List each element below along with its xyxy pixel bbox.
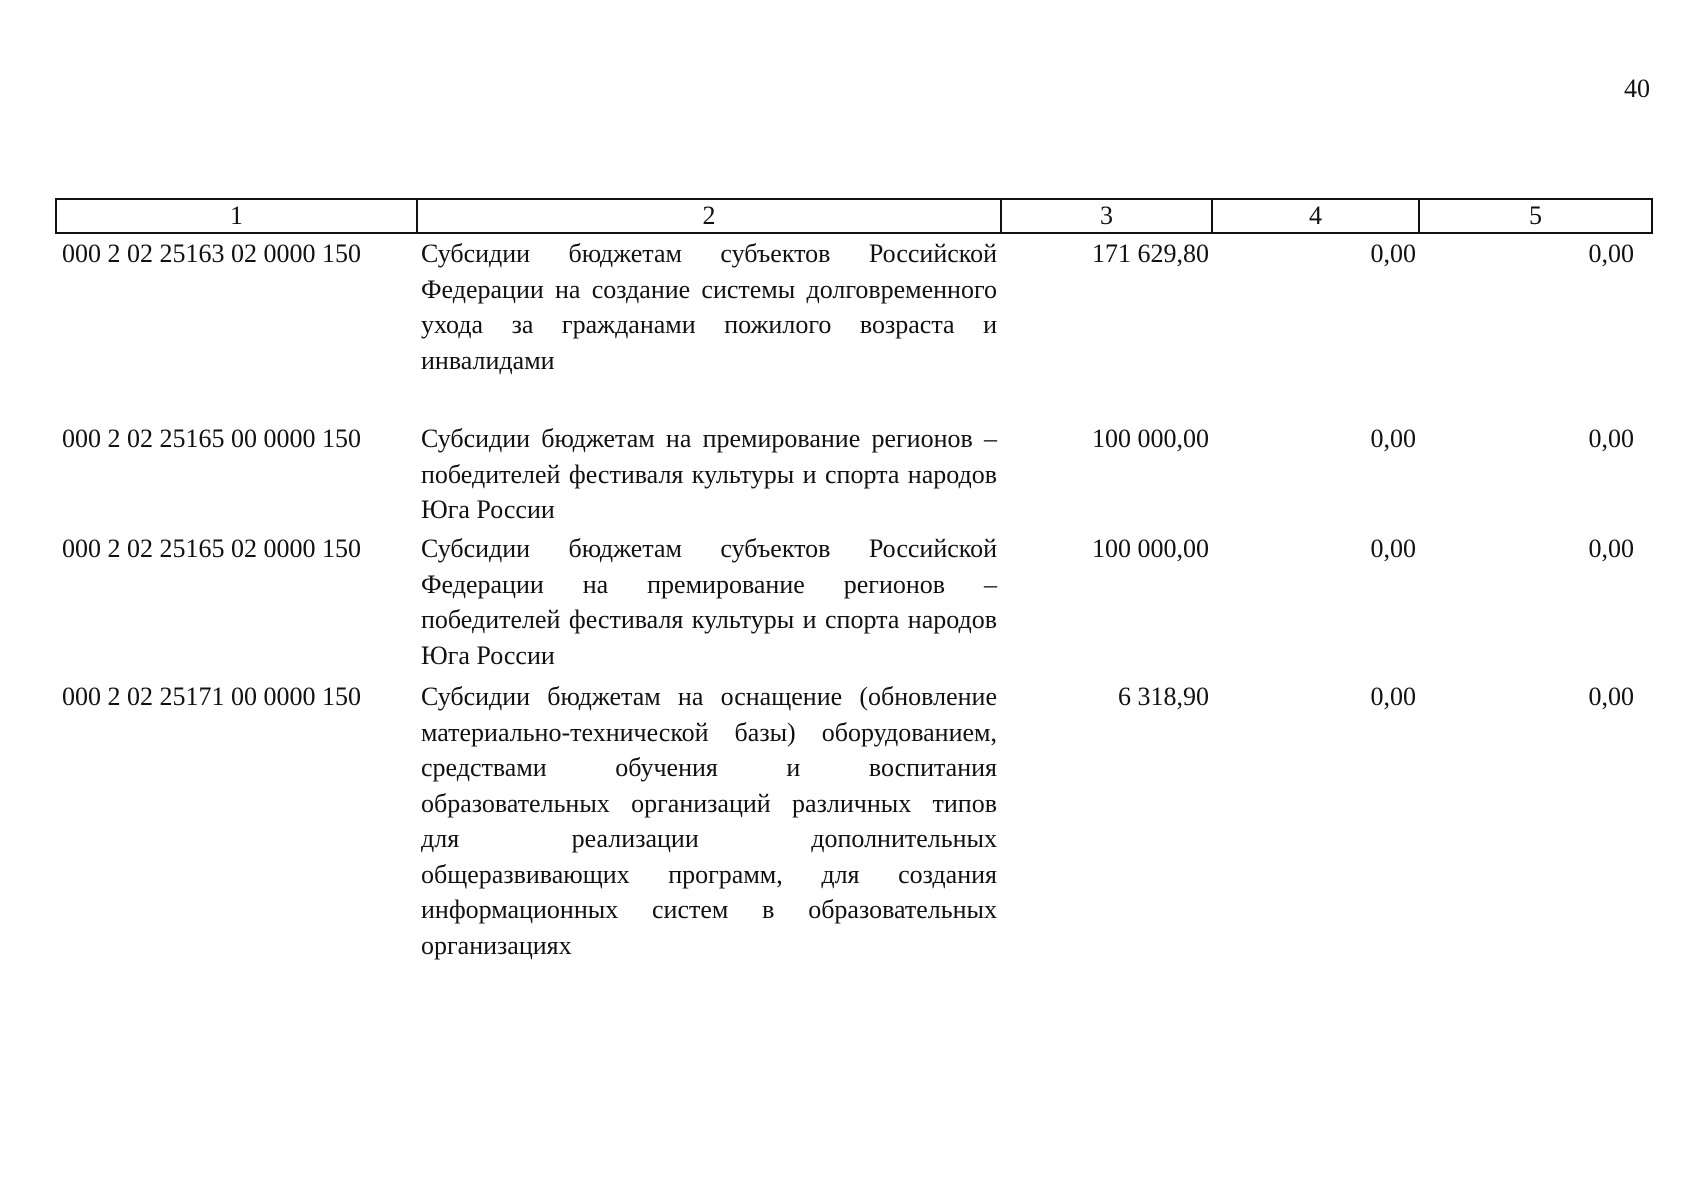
row-description: Субсидии бюджетам на премирование регионов – победителей фестиваля культуры и спорта народов Юга России [421,424,997,524]
amount-col-3: 100 000,00 [1092,424,1209,453]
amount-col-4: 0,00 [1370,534,1416,563]
amount-col-5: 0,00 [1588,239,1634,268]
budget-code: 000 2 02 25163 02 0000 150 [62,239,361,268]
header-col-1: 1 [56,199,417,233]
budget-code: 000 2 02 25171 00 0000 150 [62,682,361,711]
amount-col-3: 6 318,90 [1118,682,1209,711]
amount-col-4: 0,00 [1370,239,1416,268]
budget-code: 000 2 02 25165 02 0000 150 [62,534,361,563]
table-row [56,233,1652,419]
budget-table-container [55,198,1651,969]
table-row [56,419,1652,529]
table-body [56,233,1652,969]
row-description: Субсидии бюджетам на оснащение (обновление материально-технической базы) оборудованием, средствами обучения и воспитания образовательных организаций различных типов для реализации дополнительных общеразвивающих программ, для создания информационных систем в образовательных организациях [421,682,997,960]
amount-col-3: 171 629,80 [1092,239,1209,268]
amount-col-4: 0,00 [1370,682,1416,711]
amount-col-5: 0,00 [1588,534,1634,563]
header-row [56,199,1652,233]
table-header [56,199,1652,233]
header-col-3: 3 [1001,199,1212,233]
header-col-5: 5 [1419,199,1652,233]
amount-col-5: 0,00 [1588,424,1634,453]
amount-col-5: 0,00 [1588,682,1634,711]
row-description: Субсидии бюджетам субъектов Российской Федерации на создание системы долговременного ухода за гражданами пожилого возраста и инвалидами [421,239,997,375]
amount-col-3: 100 000,00 [1092,534,1209,563]
budget-code: 000 2 02 25165 00 0000 150 [62,424,361,453]
header-col-2: 2 [417,199,1001,233]
budget-table [55,198,1653,969]
amount-col-4: 0,00 [1370,424,1416,453]
page-number: 40 [1624,74,1650,103]
table-row [56,529,1652,677]
header-col-4: 4 [1212,199,1419,233]
table-row [56,677,1652,969]
row-description: Субсидии бюджетам субъектов Российской Федерации на премирование регионов – победителей фестиваля культуры и спорта народов Юга России [421,534,997,670]
